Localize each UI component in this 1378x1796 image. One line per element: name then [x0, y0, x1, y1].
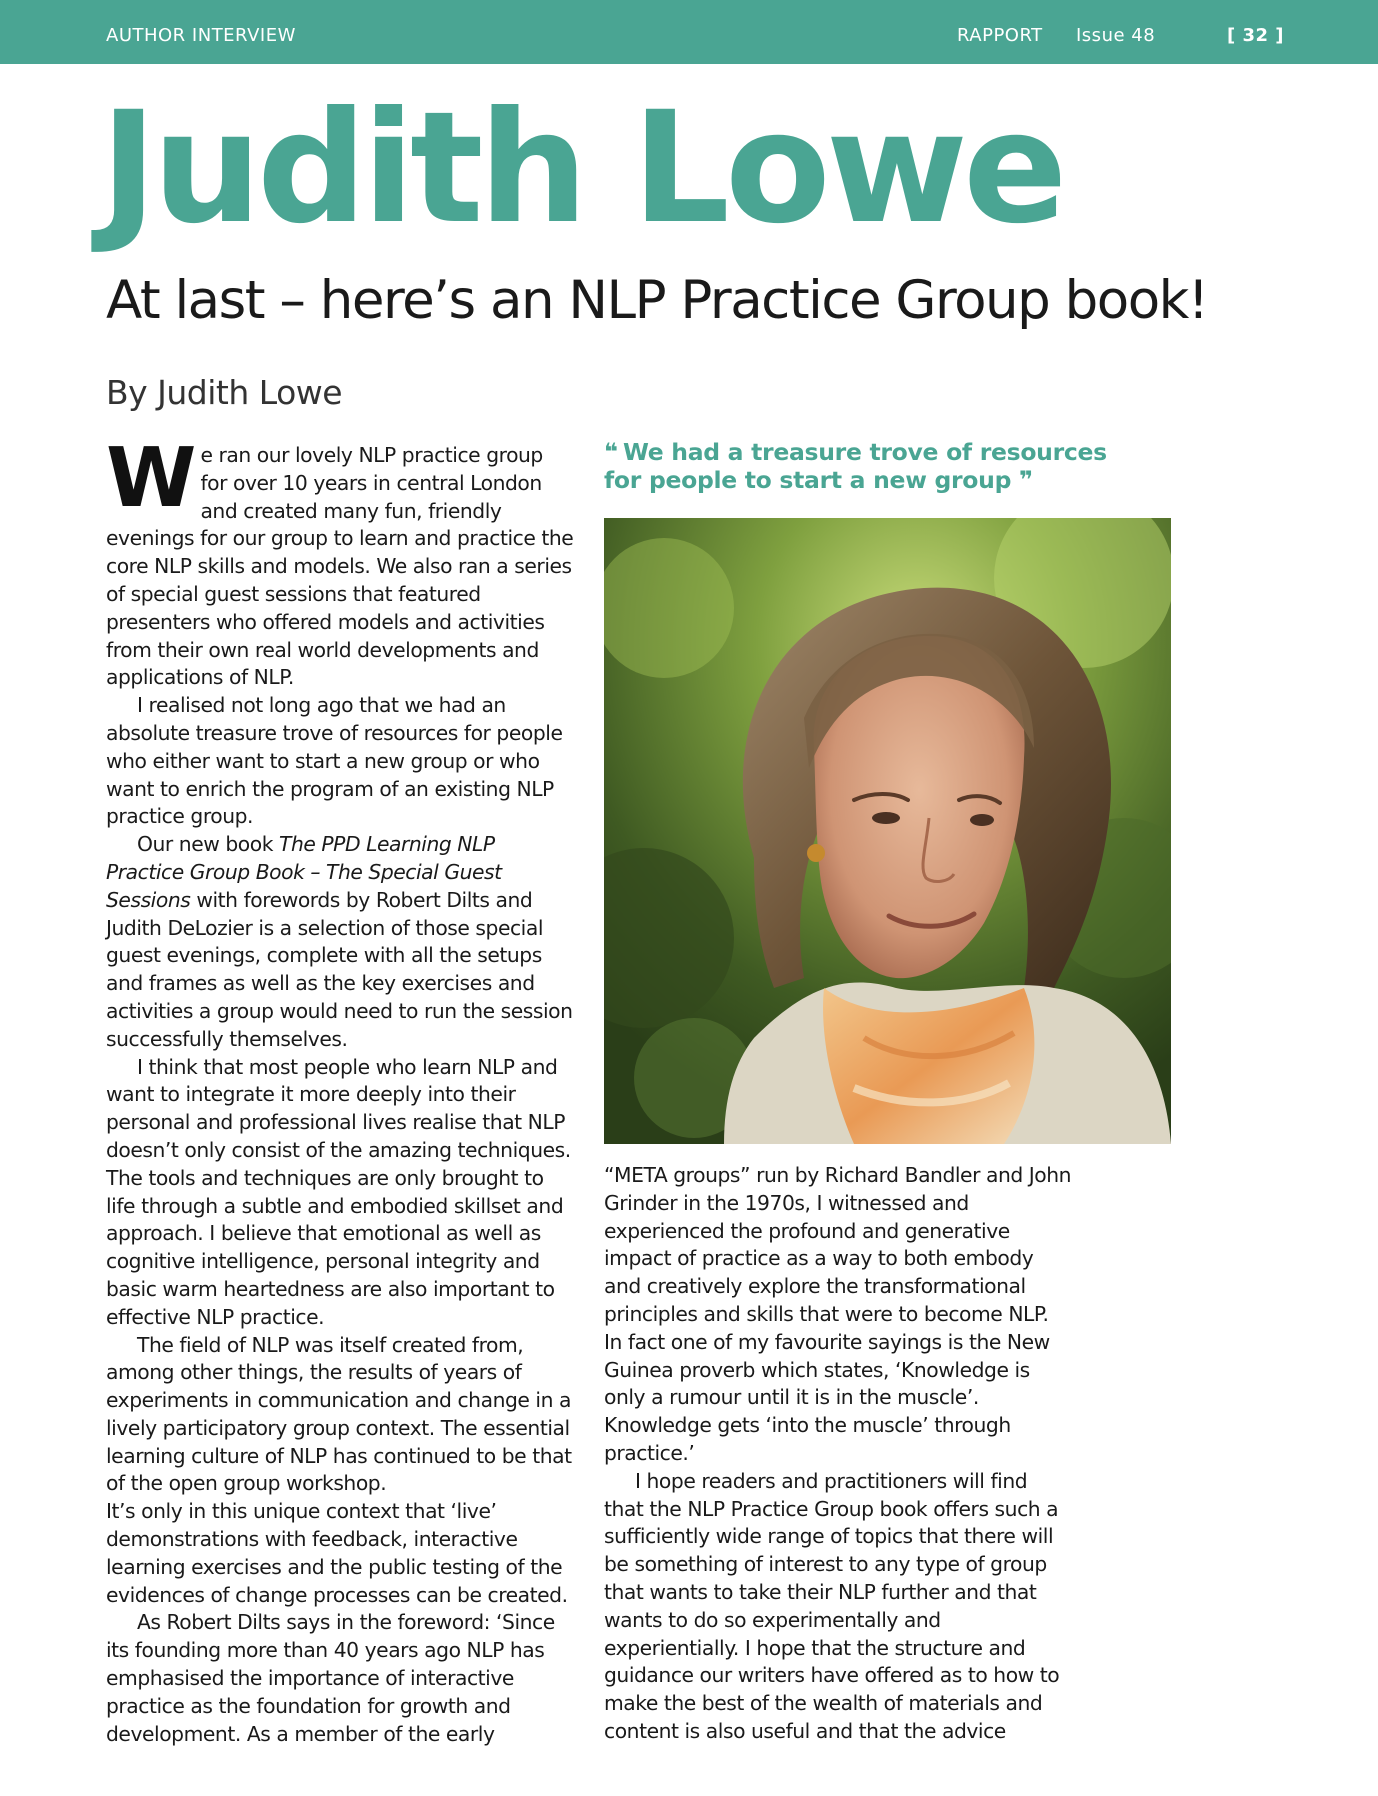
magazine-name: RAPPORT [957, 25, 1043, 46]
paragraph-1 [106, 431, 574, 692]
page-number: [ 32 ] [1227, 25, 1285, 46]
paragraph-6: It’s only in this unique context that ‘live’ demonstrations with feedback, interactive learning exercises and the public testing of the evidences of change processes can be created. [106, 1499, 568, 1607]
book-title: The PPD Learning NLP Practice Group Book – The Special Guest Sessions [106, 832, 502, 912]
paragraph-5: The field of NLP was itself created from, among other things, the results of years of experiments in communication and change in a lively participatory group context. The essential learning culture of NLP has continued to be that of the open group workshop. [106, 1332, 572, 1496]
paragraph-7: As Robert Dilts says in the foreword: ‘Since its founding more than 40 years ago NLP has emphasised the importance of interactive practice as the foundation for growth and development. As a member of the early [106, 1610, 555, 1746]
header-bar [0, 0, 1378, 64]
pull-quote [604, 438, 1124, 494]
byline: By Judith Lowe [106, 373, 343, 412]
paragraph-3-lead: Our new book [137, 832, 280, 857]
right-paragraph-2: I hope readers and practitioners will find that the NLP Practice Group book offers such a sufficiently wide range of topics that there will be something of interest to any type of group that wants to take their NLP further and that wants to do so experimentally and experientially. I hope that the structure and guidance our writers have offered as to how to make the best of the wealth of materials and content is also useful and that the advice [604, 1468, 1060, 1743]
close-quote-mark: ❞ [1018, 466, 1031, 494]
drop-cap: W [106, 431, 195, 526]
pull-quote-text: We had a treasure trove of resources for people to start a new group [604, 438, 1107, 494]
paragraph-1-text: e ran our lovely NLP practice group for over 10 years in central London and created many fun, friendly evenings for our group to learn and practice the core NLP skills and models. We also ran a series of special guest sessions that featured presenters who offered models and activities from their own real world developments and applications of NLP. [106, 443, 574, 690]
right-paragraph-1: “META groups” run by Richard Bandler and John Grinder in the 1970s, I witnessed and experienced the profound and generative impact of practice as a way to both embody and creatively explore the transformational principles and skills that were to become NLP. In fact one of my favourite sayings is the New Guinea proverb which states, ‘Knowledge is only a rumour until it is in the muscle’. Knowledge gets ‘into the muscle’ through practice.’ [604, 1163, 1072, 1465]
left-column [106, 431, 574, 1748]
paragraph-3-rest: with forewords by Robert Dilts and Judith DeLozier is a selection of those special guest evenings, complete with all the setups and frames as well as the key exercises and activities a group would need to run the session successfully themselves. [106, 887, 573, 1051]
paragraph-2: I realised not long ago that we had an absolute treasure trove of resources for people who either want to start a new group or who want to enrich the program of an existing NLP practice group. [106, 693, 563, 829]
paragraph-4: I think that most people who learn NLP and want to integrate it more deeply into their personal and professional lives realise that NLP doesn’t only consist of the amazing techniques. The tools and techniques are only brought to life through a subtle and embodied skillset and approach. I believe that emotional as well as cognitive intelligence, personal integrity and basic warm heartedness are also important to effective NLP practice. [106, 1054, 571, 1329]
paragraph-3 [106, 831, 574, 1053]
article-subtitle: At last – here’s an NLP Practice Group book! [106, 270, 1208, 331]
issue-number: Issue 48 [1076, 25, 1156, 46]
right-column [604, 1162, 1072, 1746]
article-title: Judith Lowe [100, 79, 1063, 258]
open-quote-mark: ❝ [604, 438, 616, 466]
section-label: AUTHOR INTERVIEW [106, 25, 296, 46]
author-photo [604, 518, 1171, 1144]
